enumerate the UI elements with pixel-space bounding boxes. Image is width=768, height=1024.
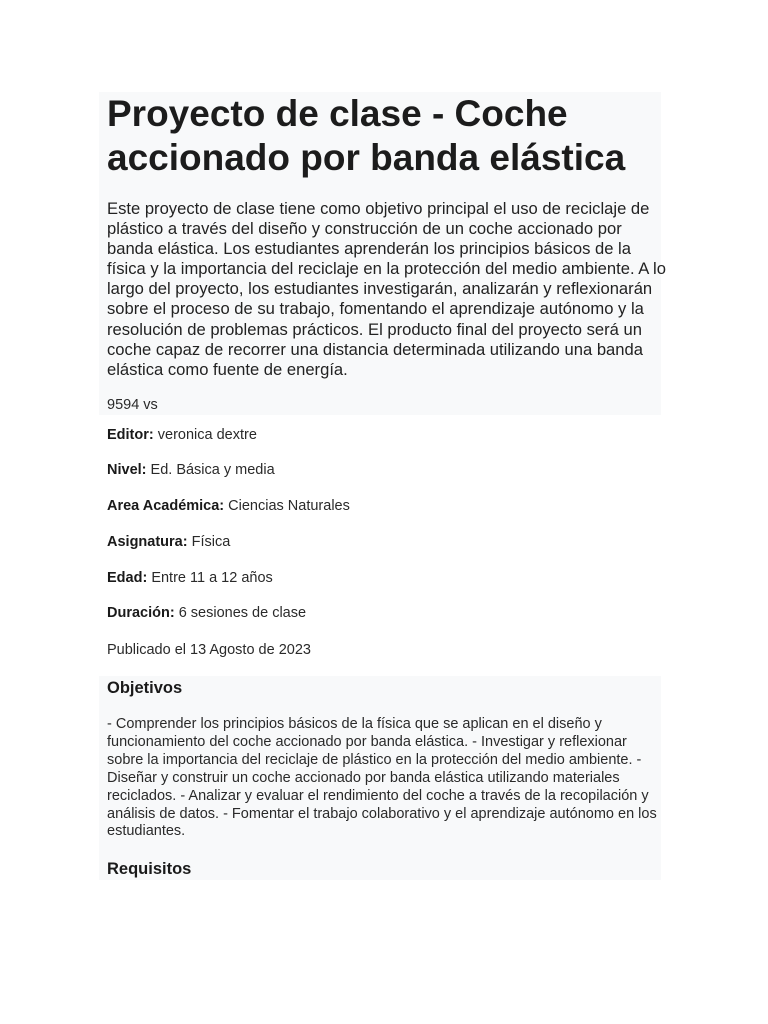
meta-editor-value: veronica dextre	[157, 427, 257, 443]
meta-duracion	[107, 605, 306, 621]
meta-nivel-value: Ed. Básica y media	[150, 462, 275, 478]
project-summary: Este proyecto de clase tiene como objetivo principal el uso de reciclaje de plástico a través del diseño y construcción de un coche accionado por banda elástica. Los estudiantes aprenderán los principios básicos de la física y la importancia del reciclaje en la protección del medio ambiente. A lo largo del proyecto, los estudiantes investigarán, analizarán y reflexionarán sobre el proceso de su trabajo, fomentando el aprendizaje autónomo y la resolución de problemas prácticos. El producto final del proyecto será un coche capaz de recorrer una distancia determinada utilizando una banda elástica como fuente de energía.	[107, 199, 666, 379]
meta-duracion-label: Duración:	[107, 605, 175, 621]
meta-nivel	[107, 462, 275, 478]
meta-area-label: Area Académica:	[107, 498, 225, 514]
meta-edad	[107, 570, 273, 586]
meta-editor-label: Editor:	[107, 427, 154, 443]
meta-area	[107, 498, 350, 514]
meta-asignatura-value: Física	[191, 534, 231, 550]
meta-edad-value: Entre 11 a 12 años	[151, 570, 273, 586]
page-title: Proyecto de clase - Coche accionado por banda elástica	[107, 93, 626, 178]
meta-edad-label: Edad:	[107, 570, 148, 586]
requirements-heading: Requisitos	[107, 860, 192, 878]
meta-duracion-value: 6 sesiones de clase	[178, 605, 307, 621]
published-date: Publicado el 13 Agosto de 2023	[107, 642, 311, 658]
meta-asignatura-label: Asignatura:	[107, 534, 188, 550]
meta-asignatura	[107, 534, 230, 550]
objectives-heading: Objetivos	[107, 679, 183, 697]
view-count: 9594 vs	[107, 397, 158, 413]
meta-nivel-label: Nivel:	[107, 462, 147, 478]
meta-area-value: Ciencias Naturales	[228, 498, 350, 514]
meta-editor	[107, 427, 257, 443]
objectives-text: - Comprender los principios básicos de la física que se aplican en el diseño y funcionamiento del coche accionado por banda elástica. - Investigar y reflexionar sobre la importancia del reciclaje de plástico en la protección del medio ambiente. - Diseñar y construir un coche accionado por banda elástica utilizando materiales reciclados. - Analizar y evaluar el rendimiento del coche a través de la recopilación y análisis de datos. - Fomentar el trabajo colaborativo y el aprendizaje autónomo en los estudiantes.	[107, 716, 657, 840]
